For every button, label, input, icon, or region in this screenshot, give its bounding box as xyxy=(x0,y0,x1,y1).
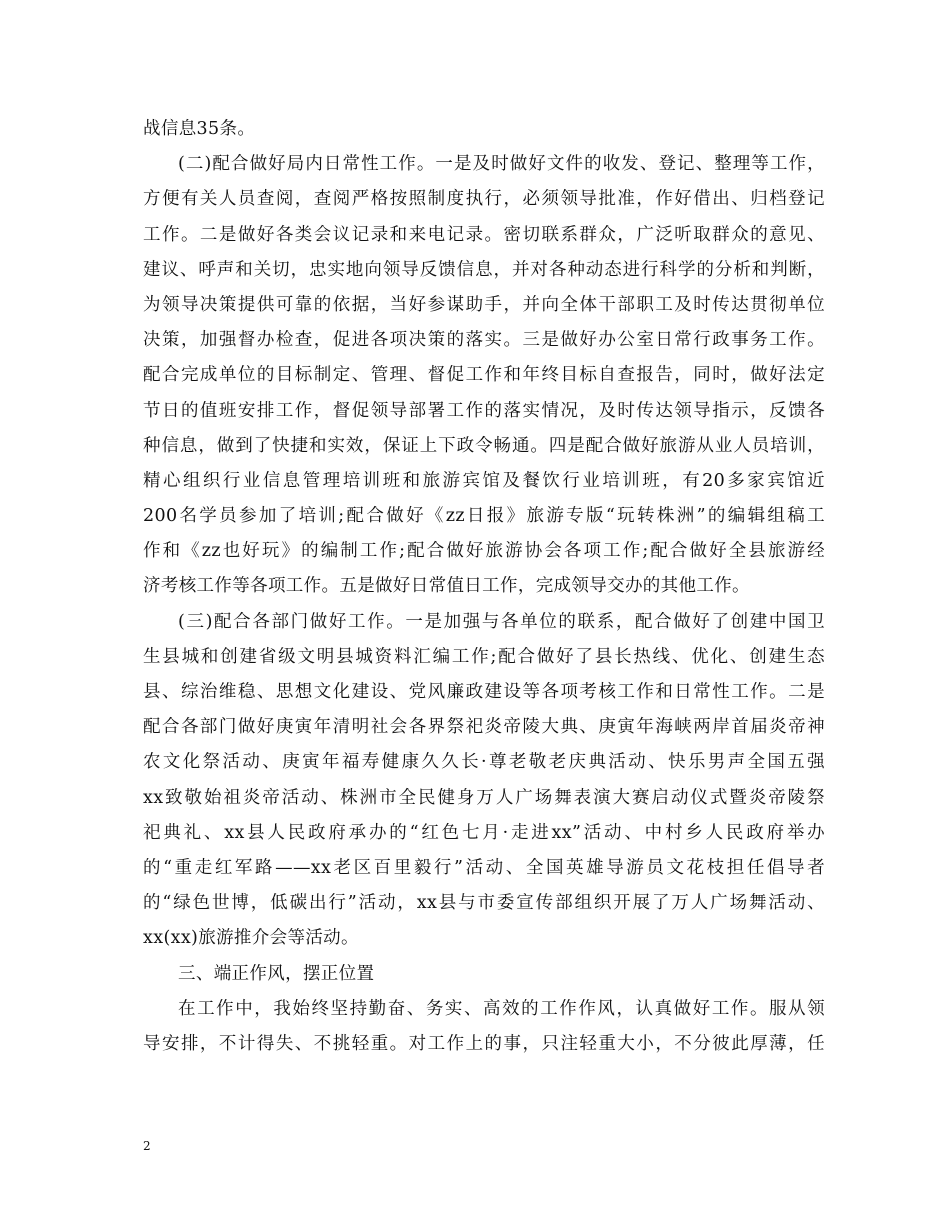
text-line: 方便有关人员查阅，查阅严格按照制度执行，必须领导批准，作好借出、归档登记 xyxy=(143,189,825,210)
text-line: 节日的值班安排工作，督促领导部署工作的落实情况，及时传达领导指示，反馈各 xyxy=(143,400,825,421)
text-line: 作和《zz也好玩》的编制工作;配合做好旅游协会各项工作;配合做好全县旅游经 xyxy=(143,541,825,562)
text-line: 导安排，不计得失、不挑轻重。对工作上的事，只注轻重大小，不分彼此厚薄，任 xyxy=(143,1033,825,1054)
page-number: 2 xyxy=(143,1139,151,1153)
text-line: 县、综治维稳、思想文化建设、党风廉政建设等各项考核工作和日常性工作。二是 xyxy=(143,682,825,702)
text-line: 配合完成单位的目标制定、管理、督促工作和年终目标自查报告，同时，做好法定 xyxy=(143,365,825,386)
text-line: (三)配合各部门做好工作。一是加强与各单位的联系，配合做好了创建中国卫 xyxy=(178,611,825,632)
text-line: 精心组织行业信息管理培训班和旅游宾馆及餐饮行业培训班，有20多家宾馆近 xyxy=(143,470,825,491)
text-line: 的“重走红军路——xx老区百里毅行”活动、全国英雄导游员文花枝担任倡导者 xyxy=(143,857,825,878)
text-line: 生县城和创建省级文明县城资料汇编工作;配合做好了县长热线、优化、创建生态 xyxy=(143,646,825,667)
text-line: xx(xx)旅游推介会等活动。 xyxy=(143,928,359,949)
text-line: xx致敬始祖炎帝活动、株洲市全民健身万人广场舞表演大赛启动仪式暨炎帝陵祭 xyxy=(143,787,825,808)
text-line: 配合各部门做好庚寅年清明社会各界祭祀炎帝陵大典、庚寅年海峡两岸首届炎帝神 xyxy=(143,717,825,738)
text-line: 工作。二是做好各类会议记录和来电记录。密切联系群众，广泛听取群众的意见、 xyxy=(143,224,825,245)
text-line: 祀典礼、xx县人民政府承办的“红色七月·走进xx”活动、中村乡人民政府举办 xyxy=(143,822,825,843)
body-text xyxy=(143,112,825,1062)
text-line: 建议、呼声和关切，忠实地向领导反馈信息，并对各种动态进行科学的分析和判断， xyxy=(143,259,825,280)
text-line: 农文化祭活动、庚寅年福寿健康久久长·尊老敬老庆典活动、快乐男声全国五强 xyxy=(143,752,825,773)
text-line: 种信息，做到了快捷和实效，保证上下政令畅通。四是配合做好旅游从业人员培训， xyxy=(143,435,825,456)
text-line: 200名学员参加了培训;配合做好《zz日报》旅游专版“玩转株洲”的编辑组稿工 xyxy=(143,506,825,527)
text-line: 济考核工作等各项工作。五是做好日常值日工作，完成领导交办的其他工作。 xyxy=(143,576,750,597)
text-line: 战信息35条。 xyxy=(143,119,256,139)
text-line: 决策，加强督办检查，促进各项决策的落实。三是做好办公室日常行政事务工作。 xyxy=(143,330,825,351)
text-line: 在工作中，我始终坚持勤奋、务实、高效的工作作风，认真做好工作。服从领 xyxy=(178,998,825,1019)
section-heading: 三、端正作风，摆正位置 xyxy=(178,963,375,984)
text-line: 的“绿色世博，低碳出行”活动，xx县与市委宣传部组织开展了万人广场舞活动、 xyxy=(143,893,825,914)
text-line: 为领导决策提供可靠的依据，当好参谋助手，并向全体干部职工及时传达贯彻单位 xyxy=(143,294,825,315)
text-line: (二)配合做好局内日常性工作。一是及时做好文件的收发、登记、整理等工作， xyxy=(178,154,825,175)
